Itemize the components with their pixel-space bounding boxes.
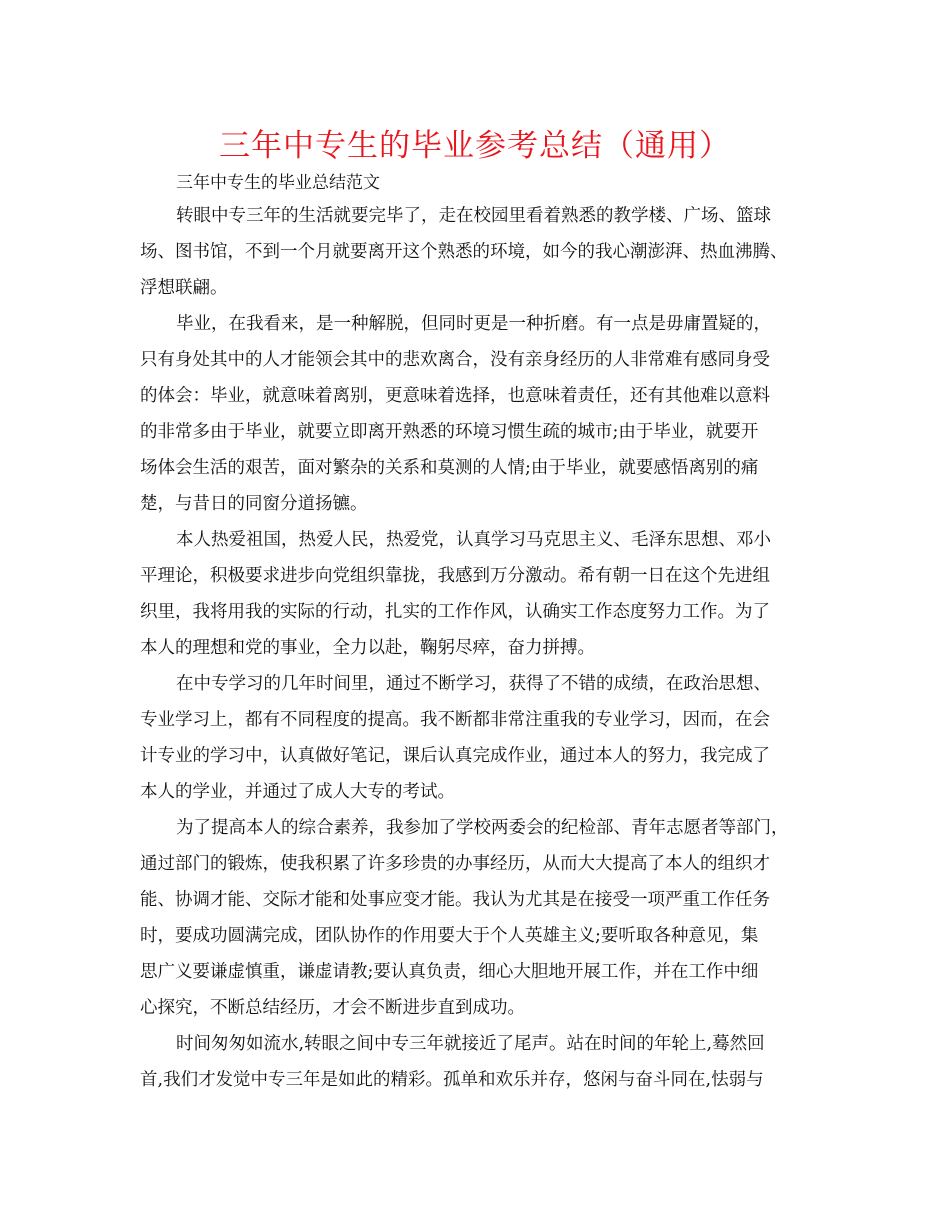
- paragraph-line: 心探究，不断总结经历，才会不断进步直到成功。: [140, 998, 525, 1018]
- paragraph-line: 时间匆匆如流水,转眼之间中专三年就接近了尾声。站在时间的年轮上,蓦然回: [176, 1034, 765, 1054]
- paragraph-line: 的体会：毕业，就意味着离别，更意味着选择，也意味着责任，还有其他难以意料: [140, 386, 770, 406]
- paragraph-line: 的非常多由于毕业，就要立即离开熟悉的环境习惯生疏的城市;由于毕业，就要开: [140, 422, 759, 442]
- document-title: 三年中专生的毕业参考总结（通用）: [219, 128, 731, 164]
- paragraph: [140, 666, 820, 810]
- paragraph-line: 楚，与昔日的同窗分道扬镳。: [140, 494, 368, 514]
- paragraph: [140, 810, 820, 1026]
- paragraph-line: 场体会生活的艰苦，面对繁杂的关系和莫测的人情;由于毕业，就要感悟离别的痛: [140, 458, 759, 478]
- paragraph-line: 本人的理想和党的事业，全力以赴，鞠躬尽瘁，奋力拼搏。: [140, 638, 595, 658]
- paragraph: [140, 198, 820, 306]
- paragraph-line: 专业学习上，都有不同程度的提高。我不断都非常注重我的专业学习，因而，在会: [140, 710, 770, 730]
- paragraph-line: 场、图书馆，不到一个月就要离开这个熟悉的环境，如今的我心潮澎湃、热血沸腾、: [140, 242, 788, 262]
- paragraph-line: 本人的学业，并通过了成人大专的考试。: [140, 782, 455, 802]
- paragraph: [140, 1026, 820, 1098]
- paragraph-line: 思广义要谦虚慎重，谦虚请教;要认真负责，细心大胆地开展工作，并在工作中细: [140, 962, 759, 982]
- paragraph-line: 平理论，积极要求进步向党组织靠拢，我感到万分激动。希有朝一日在这个先进组: [140, 566, 770, 586]
- paragraph-line: 织里，我将用我的实际的行动，扎实的工作作风，认确实工作态度努力工作。为了: [140, 602, 770, 622]
- paragraph-line: 转眼中专三年的生活就要完毕了，走在校园里看着熟悉的教学楼、广场、篮球: [176, 206, 771, 226]
- paragraph-line: 为了提高本人的综合素养，我参加了学校两委会的纪检部、青年志愿者等部门，: [176, 818, 789, 838]
- paragraph-line: 通过部门的锻炼，使我积累了许多珍贵的办事经历，从而大大提高了本人的组织才: [140, 854, 770, 874]
- paragraph-line: 浮想联翩。: [140, 278, 228, 298]
- paragraph-line: 在中专学习的几年时间里，通过不断学习，获得了不错的成绩，在政治思想、: [176, 674, 771, 694]
- paragraph: [140, 522, 820, 666]
- paragraph-line: 首,我们才发觉中专三年是如此的精彩。孤单和欢乐并存，悠闲与奋斗同在,怯弱与: [140, 1070, 764, 1090]
- paragraph-line: 能、协调才能、交际才能和处事应变才能。我认为尤其是在接受一项严重工作任务: [140, 890, 770, 910]
- document-subtitle: 三年中专生的毕业总结范文: [176, 173, 380, 193]
- paragraph-line: 毕业，在我看来，是一种解脱，但同时更是一种折磨。有一点是毋庸置疑的，: [176, 314, 771, 334]
- paragraph-line: 时，要成功圆满完成，团队协作的作用要大于个人英雄主义;要听取各种意见，集: [140, 926, 759, 946]
- paragraph-line: 本人热爱祖国，热爱人民，热爱党，认真学习马克思主义、毛泽东思想、邓小: [176, 530, 771, 550]
- paragraph-line: 只有身处其中的人才能领会其中的悲欢离合，没有亲身经历的人非常难有感同身受: [140, 350, 770, 370]
- paragraph: [140, 306, 820, 522]
- paragraph-line: 计专业的学习中，认真做好笔记，课后认真完成作业，通过本人的努力，我完成了: [140, 746, 770, 766]
